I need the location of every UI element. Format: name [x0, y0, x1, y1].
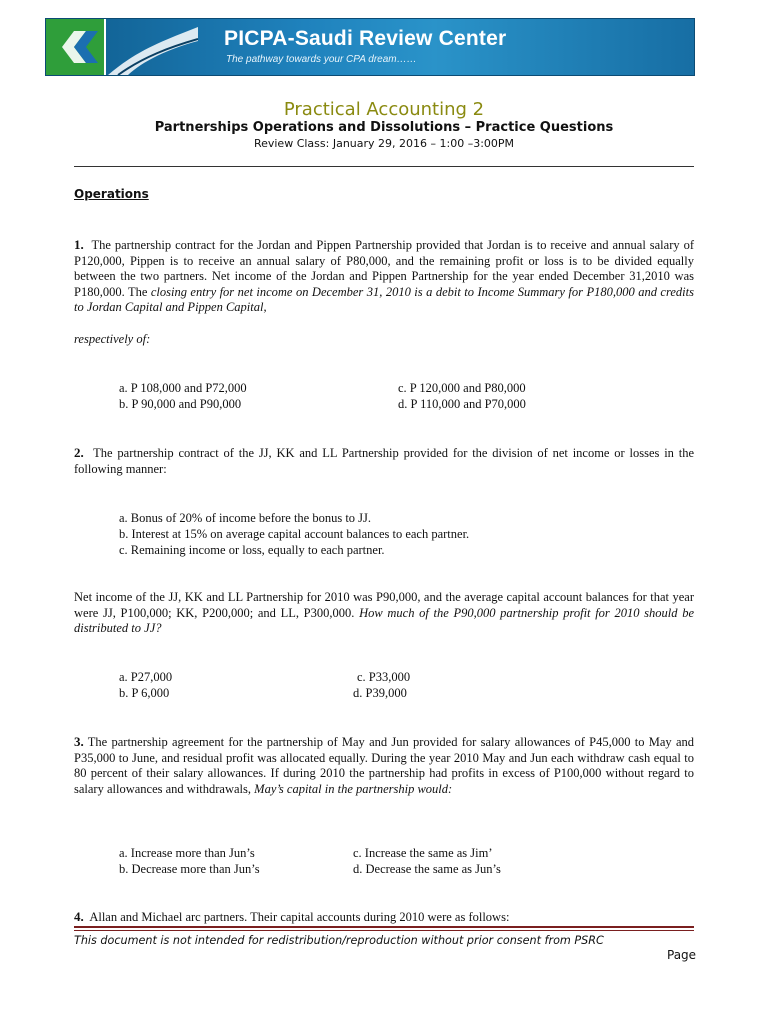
question-number: 3. — [74, 734, 84, 749]
allocation-rule-a: a. Bonus of 20% of income before the bonus to JJ. — [119, 511, 372, 525]
page-label: Page — [667, 948, 697, 962]
question-number: 2. — [74, 445, 84, 460]
document-subtitle: Partnerships Operations and Dissolutions – Practice Questions — [154, 120, 614, 135]
answer-choice-c[interactable]: c. P 120,000 and P80,000 — [398, 381, 526, 395]
distribution-notice: This document is not intended for redistribution/reproduction without prior consent from PSRC — [74, 934, 604, 947]
answer-choice-c[interactable]: c. Increase the same as Jim’ — [353, 846, 493, 860]
answer-choice-b[interactable]: b. Decrease more than Jun’s — [119, 862, 260, 876]
question-text: Allan and Michael arc partners. Their capital accounts during 2010 were as follows: — [89, 910, 510, 924]
review-session: Review Class: January 29, 2016 – 1:00 –3:00PM — [253, 137, 515, 150]
question-text: The partnership agreement for the partnership of May and Jun provided for salary allowances of P45,000 to May and P35,000 to June, and residual profit was allocated equally. During the year 2010 May and Jun each withdraw cash equal to 80 percent of their salary allowances. If during 2010 the partnership had profits in excess of P100,000 without regard to salary allowances and withdrawals, — [74, 735, 694, 796]
answer-choice-b[interactable]: b. P 6,000 — [119, 686, 170, 700]
answer-choice-a[interactable]: a. P 108,000 and P72,000 — [119, 381, 247, 395]
footer-divider — [74, 926, 694, 928]
allocation-rule-c: c. Remaining income or loss, equally to each partner. — [119, 543, 385, 557]
answer-choice-a[interactable]: a. Increase more than Jun’s — [119, 846, 255, 860]
question-number: 1. — [74, 237, 84, 252]
question-text: The partnership contract of the JJ, KK and LL Partnership provided for the division of net income or losses in the following manner: — [74, 446, 695, 476]
document-title: Practical Accounting 2 — [283, 99, 485, 120]
answer-choice-b[interactable]: b. P 90,000 and P90,000 — [119, 397, 242, 411]
swoosh-graphic — [108, 19, 198, 75]
question-4 — [74, 909, 694, 926]
question-1 — [74, 237, 694, 316]
question-2-detail — [74, 590, 694, 637]
question-prompt: May’s capital in the partnership would: — [254, 781, 453, 796]
section-heading: Operations — [74, 187, 149, 201]
header-banner — [45, 18, 695, 76]
answer-choice-d[interactable]: d. P 110,000 and P70,000 — [398, 397, 526, 411]
question-text: The partnership contract for the Jordan and Pippen Partnership provided that Jordan is to receive and annual salary of P120,000, Pippen is to receive an annual salary of P80,000, and the remaining profit or loss is to be divided equally between the two partners. Net income of the Jordan and Pippen Partnership for the year ended December 31,2010 was P180,000. The — [74, 238, 694, 299]
double-chevron-icon — [52, 27, 100, 67]
question-text: Net income of the JJ, KK and LL Partnership for 2010 was P90,000, and the average capital account balances for that year were JJ, P100,000; KK, P200,000; and LL, P300,000. — [74, 590, 694, 620]
question-3 — [74, 734, 694, 797]
header-divider — [74, 166, 694, 167]
answer-choice-d[interactable]: d. P39,000 — [353, 686, 407, 700]
question-prompt: closing entry for net income on December 31, 2010 is a debit to Income Summary for P180,000 and credits to Jordan Capital and Pippen Capital, — [74, 284, 694, 314]
banner-tagline: The pathway towards your CPA dream…… — [226, 54, 417, 65]
review-center-logo — [46, 19, 106, 75]
answer-choice-c[interactable]: c. P33,000 — [357, 670, 411, 684]
banner-title: PICPA-Saudi Review Center — [224, 27, 507, 50]
answer-choice-d[interactable]: d. Decrease the same as Jun’s — [353, 862, 501, 876]
footer-divider-thin — [74, 930, 694, 931]
question-number: 4. — [74, 909, 84, 924]
question-prompt: How much of the P90,000 partnership profit for 2010 should be distributed to JJ? — [74, 605, 694, 635]
answer-choice-a[interactable]: a. P27,000 — [119, 670, 173, 684]
question-2 — [74, 445, 694, 477]
question-1-continuation: respectively of: — [74, 332, 151, 346]
allocation-rule-b: b. Interest at 15% on average capital account balances to each partner. — [119, 527, 470, 541]
